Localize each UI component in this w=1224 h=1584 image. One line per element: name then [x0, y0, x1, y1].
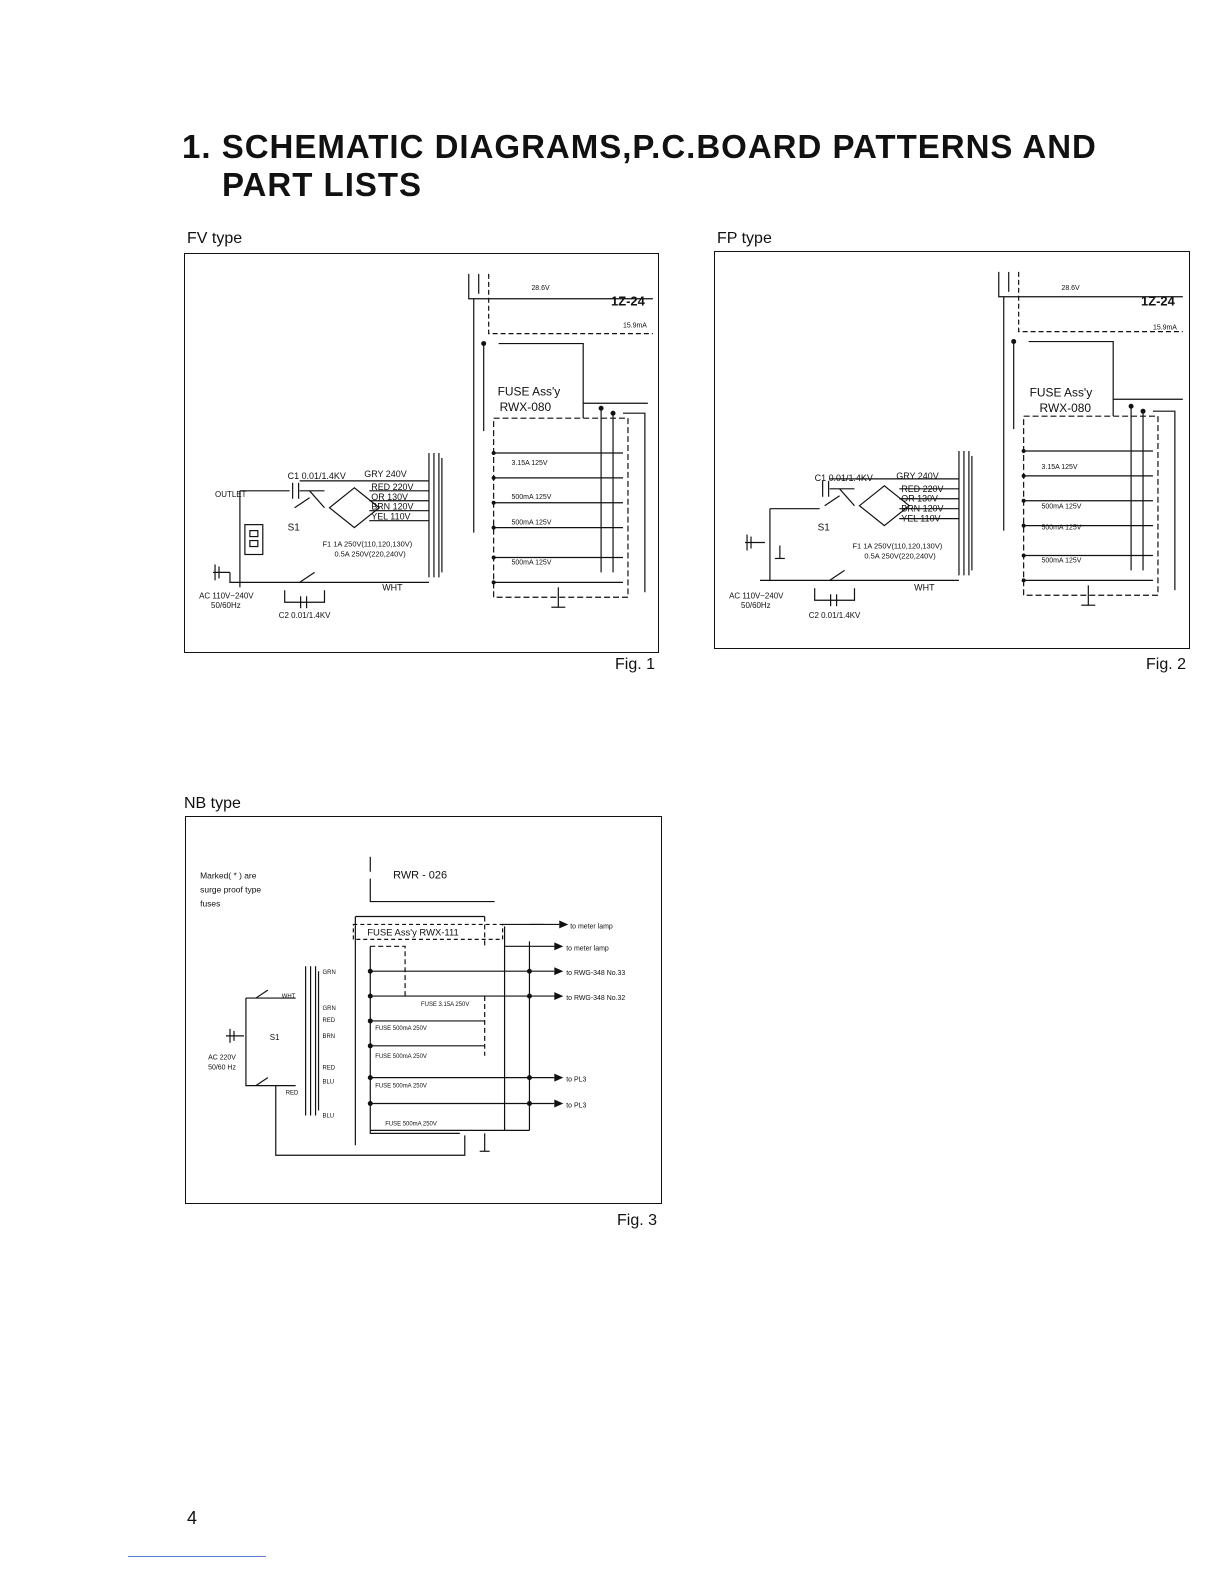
- fig1-c1-label: C1 0.01/1.4KV: [287, 470, 346, 481]
- fig1-outlet-label: OUTLET: [215, 489, 247, 499]
- fig3-wire-red-3: RED: [285, 1090, 299, 1097]
- fig2-label: FP type: [717, 230, 772, 247]
- fig2-board-label: 1Z-24: [1141, 293, 1175, 309]
- fig1-caption: Fig. 1: [615, 656, 656, 673]
- fig2-ac-label: AC 110V~240V: [729, 591, 784, 601]
- fig1-tap-110: YEL 110V: [371, 511, 411, 522]
- page-number: 4: [187, 1508, 198, 1528]
- fig3-caption: Fig. 3: [617, 1212, 658, 1229]
- fig2-f1-line2: 0.5A 250V(220,240V): [864, 551, 936, 561]
- fig3-switch-label: S1: [269, 1032, 280, 1042]
- fig3-rwr-label: RWR - 026: [393, 869, 448, 882]
- fig3-freq-label: 50/60 Hz: [208, 1064, 236, 1072]
- fig3-schematic: [185, 816, 662, 1204]
- fig1-label: FV type: [187, 230, 243, 247]
- fig1-fuse-500c: 500mA 125V: [511, 559, 552, 567]
- fig3-wire-red-2: RED: [322, 1065, 336, 1072]
- fig3-wire-red-1: RED: [322, 1017, 336, 1024]
- fig2-tap-110: YEL 110V: [901, 513, 941, 524]
- fig1-ac-label: AC 110V~240V: [199, 591, 254, 601]
- fig2-fuse-315: 3.15A 125V: [1041, 463, 1078, 471]
- fig1-fuse-model: RWX-080: [499, 400, 552, 415]
- fig3-wire-grn-1: GRN: [322, 970, 336, 977]
- fig2-voltage-1: 28.6V: [1061, 284, 1080, 292]
- fig3-to-pl-2: to PL3: [566, 1102, 587, 1110]
- fig3-note-line2: surge proof type: [200, 884, 262, 895]
- fig2-f1-line1: F1 1A 250V(110,120,130V): [852, 541, 943, 551]
- fig1-schematic: [184, 253, 659, 653]
- fig2-wht-label: WHT: [914, 582, 935, 593]
- fig3-to-rwg-32: to RWG-348 No.32: [566, 995, 626, 1003]
- fig3-to-pl-1: to PL3: [566, 1076, 587, 1084]
- fig2-tap-220: RED 220V: [901, 483, 944, 494]
- fig2-schematic: [714, 251, 1190, 649]
- fig1-voltage-1: 28.6V: [531, 284, 550, 292]
- fig1-board-label: 1Z-24: [611, 293, 645, 309]
- fig3-note-line3: fuses: [200, 898, 221, 909]
- fig3-wire-blu-1: BLU: [322, 1079, 335, 1086]
- fig1-tap-120: BRN 120V: [371, 501, 414, 512]
- fig3-label: NB type: [184, 795, 241, 812]
- fig2-c1-label: C1 0.01/1.4KV: [814, 472, 873, 483]
- fig3-ac-label: AC 220V: [208, 1054, 236, 1062]
- fig3-fuse-a: FUSE 500mA 250V: [375, 1025, 427, 1032]
- fig1-tap-240: GRY 240V: [364, 468, 407, 479]
- fig2-caption: Fig. 2: [1146, 656, 1187, 673]
- fig3-fuse-e: FUSE 500mA 250V: [385, 1121, 437, 1128]
- fig3-fuse-b: FUSE 500mA 250V: [375, 1053, 427, 1060]
- fig2-fuse-500b: 500mA 125V: [1041, 524, 1082, 532]
- fig1-fuse-assy: FUSE Ass'y: [497, 384, 561, 399]
- fig3-fuse-assy: FUSE Ass'y RWX-111: [367, 927, 459, 939]
- fig2-fuse-model: RWX-080: [1039, 401, 1092, 416]
- page-title: [182, 128, 1182, 204]
- fig2-tap-130: OR 130V: [901, 493, 939, 504]
- fig1-fuse-500a: 500mA 125V: [511, 493, 552, 501]
- fig2-freq-label: 50/60Hz: [741, 601, 771, 611]
- fig3-to-rwg-33: to RWG-348 No.33: [566, 970, 626, 978]
- fig1-svg: [185, 254, 658, 652]
- fig1-current-label: 15.9mA: [622, 322, 647, 330]
- fig3-wire-wht: WHT: [281, 994, 296, 1001]
- fig3-wire-blu-2: BLU: [322, 1113, 335, 1120]
- bottom-rule: [128, 1556, 266, 1557]
- fig1-f1-line2: 0.5A 250V(220,240V): [334, 549, 406, 559]
- fig1-c2-label: C2 0.01/1.4KV: [278, 611, 331, 621]
- fig3-to-meter-1: to meter lamp: [570, 923, 613, 931]
- fig2-fuse-500c: 500mA 125V: [1041, 557, 1082, 565]
- fig3-note-line1: Marked( * ) are: [200, 870, 257, 881]
- fig3-wire-brn: BRN: [322, 1033, 336, 1040]
- fig2-fuse-500a: 500mA 125V: [1041, 503, 1082, 511]
- title-line-1: 1. SCHEMATIC DIAGRAMS,P.C.BOARD PATTERNS AND: [182, 128, 1097, 165]
- fig3-fuse-d: FUSE 3.15A 250V: [421, 1002, 470, 1009]
- fig1-fuse-500b: 500mA 125V: [511, 519, 552, 527]
- fig2-fuse-assy: FUSE Ass'y: [1029, 385, 1093, 400]
- fig1-tap-130: OR 130V: [371, 491, 409, 502]
- fig3-to-meter-2: to meter lamp: [566, 945, 609, 953]
- fig1-fuse-315: 3.15A 125V: [511, 459, 548, 467]
- fig1-wht-label: WHT: [382, 582, 403, 593]
- fig1-tap-220: RED 220V: [371, 481, 414, 492]
- fig3-wire-grn-2: GRN: [322, 1006, 336, 1012]
- fig1-freq-label: 50/60Hz: [211, 601, 241, 611]
- fig2-current-label: 15.9mA: [1152, 324, 1177, 332]
- fig2-tap-120: BRN 120V: [901, 503, 944, 514]
- fig3-fuse-c: FUSE 500mA 250V: [375, 1083, 427, 1090]
- fig2-switch-label: S1: [817, 522, 830, 534]
- fig1-switch-label: S1: [287, 522, 300, 534]
- fig2-c2-label: C2 0.01/1.4KV: [808, 611, 861, 621]
- fig1-f1-line1: F1 1A 250V(110,120,130V): [322, 539, 413, 549]
- fig3-svg: [186, 817, 661, 1203]
- title-line-2: PART LISTS: [222, 166, 423, 203]
- fig2-tap-240: GRY 240V: [896, 470, 939, 481]
- fig2-svg: [715, 252, 1189, 648]
